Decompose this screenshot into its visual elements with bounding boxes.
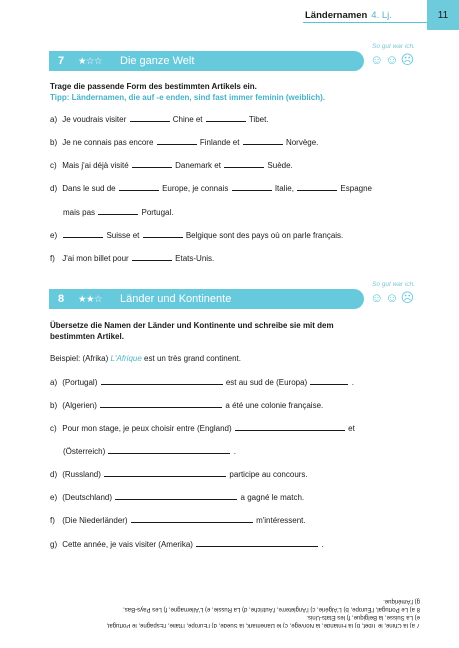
exercise-item	[50, 491, 304, 504]
sad-smiley-icon[interactable]: ☹	[400, 290, 417, 305]
neutral-smiley-icon[interactable]: ☺	[385, 290, 401, 305]
item-text: Mais j'ai déjà visité	[62, 161, 129, 170]
item-text: (Österreich)	[63, 447, 106, 456]
item-text: Cette année, je vais visiter (Amerika)	[62, 540, 193, 549]
answer-blank[interactable]	[243, 136, 283, 145]
item-text: a été une colonie française.	[225, 401, 324, 410]
item-label: d)	[50, 184, 58, 193]
answer-blank[interactable]	[224, 159, 264, 168]
exercise-item	[50, 136, 318, 149]
item-text: Belgique sont des pays où on parle français.	[185, 231, 344, 240]
answer-key: 7 a) la Chine, le Tibet, b) la Finlande, la Norvège, c) le Danemark, la Suède, d) l'Europe, l'Italie, l'Espagne, le Portugal, e) La Suisse, la Belgique, f) les Etats-Unis. 8 a) Le Portugal, l'Europe, b) L'Algérie, c) l'Angleterre, l'Autriche, d) La Russie, e) L'Allemagne, f) Les Pays-Bas, g) l'Amérique.	[106, 598, 420, 628]
item-text: (Die Niederländer)	[62, 516, 128, 525]
item-text: Tibet.	[248, 115, 269, 124]
item-text: Suède.	[267, 161, 293, 170]
answer-blank[interactable]	[115, 491, 237, 500]
item-text: Chine et	[172, 115, 203, 124]
answer-blank[interactable]	[297, 182, 337, 191]
item-text: Norvège.	[285, 138, 319, 147]
item-text: (Deutschland)	[62, 493, 113, 502]
item-text: Etats-Unis.	[175, 254, 215, 263]
item-label: d)	[50, 470, 58, 479]
exercise-item	[50, 422, 355, 435]
item-label: a)	[50, 378, 58, 387]
exercise-item	[50, 376, 354, 389]
self-assessment-smileys[interactable]	[370, 290, 416, 306]
item-text: Italie,	[274, 184, 294, 193]
exercise-7-instruction: Trage die passende Form des bestimmten Artikels ein. Tipp: Ländernamen, die auf -e enden, sind fast immer feminin (weiblich).	[50, 81, 410, 103]
item-label: f)	[50, 516, 55, 525]
item-text: participe au concours.	[229, 470, 308, 479]
item-label: a)	[50, 115, 58, 124]
answer-blank[interactable]	[196, 538, 318, 547]
answer-blank[interactable]	[100, 399, 222, 408]
item-text: est au sud de (Europa)	[225, 378, 308, 387]
item-text: J'ai mon billet pour	[62, 254, 129, 263]
exercise-item	[50, 182, 372, 195]
exercise-7-banner	[49, 51, 364, 71]
chapter-title: Ländernamen 4. Lj.	[305, 10, 392, 21]
item-label: f)	[50, 254, 55, 263]
item-text: et	[348, 424, 355, 433]
exercise-title: Länder und Kontinente	[120, 293, 232, 305]
example-answer: L'Afrique	[110, 354, 142, 363]
happy-smiley-icon[interactable]: ☺	[370, 290, 386, 305]
item-text: .	[233, 447, 236, 456]
item-text: Suisse et	[106, 231, 140, 240]
exercise-title: Die ganze Welt	[120, 55, 195, 67]
tip-text: Tipp: Ländernamen, die auf -e enden, sind fast immer feminin (weiblich).	[50, 93, 326, 102]
answer-blank[interactable]	[131, 514, 253, 523]
answer-blank[interactable]	[235, 422, 345, 431]
item-text: Je voudrais visiter	[62, 115, 127, 124]
level-label: 4. Lj.	[371, 10, 392, 21]
item-text: Dans le sud de	[62, 184, 116, 193]
item-text: (Portugal)	[62, 378, 98, 387]
answer-blank[interactable]	[130, 113, 170, 122]
item-label: b)	[50, 138, 58, 147]
answer-blank[interactable]	[132, 252, 172, 261]
exercise-item	[50, 113, 269, 126]
answer-blank[interactable]	[206, 113, 246, 122]
exercise-item	[50, 468, 308, 481]
item-label: c)	[50, 424, 57, 433]
self-assessment-label: So gut war ich.	[372, 281, 415, 288]
item-text: (Algerien)	[62, 401, 97, 410]
difficulty-stars: ★☆☆	[78, 56, 103, 67]
exercise-8-banner	[49, 289, 364, 309]
self-assessment-smileys[interactable]	[370, 52, 416, 68]
item-text: Finlande et	[199, 138, 240, 147]
item-text: (Russland)	[62, 470, 101, 479]
item-label: c)	[50, 161, 57, 170]
exercise-8-instruction: Übersetze die Namen der Länder und Kontinente und schreibe sie mit dem bestimmten Artikel.	[50, 321, 334, 341]
item-label: e)	[50, 231, 58, 240]
item-text: Europe, je connais	[162, 184, 229, 193]
difficulty-stars: ★★☆	[78, 294, 103, 305]
answer-blank[interactable]	[104, 468, 226, 477]
item-text: Je ne connais pas encore	[62, 138, 154, 147]
exercise-item	[50, 159, 293, 172]
answer-blank[interactable]	[63, 229, 103, 238]
item-text: .	[351, 378, 354, 387]
self-assessment-label: So gut war ich.	[372, 43, 415, 50]
sad-smiley-icon[interactable]: ☹	[400, 52, 417, 67]
item-label: g)	[50, 540, 58, 549]
answer-blank[interactable]	[132, 159, 172, 168]
exercise-number: 8	[58, 293, 65, 305]
answer-blank[interactable]	[157, 136, 197, 145]
neutral-smiley-icon[interactable]: ☺	[385, 52, 401, 67]
answer-blank[interactable]	[98, 206, 138, 215]
item-text: mais pas	[63, 208, 96, 217]
example-sentence: Beispiel: (Afrika) L'Afrique est un très grand continent.	[50, 354, 241, 363]
answer-blank[interactable]	[143, 229, 183, 238]
answer-blank[interactable]	[310, 376, 348, 385]
item-text: Pour mon stage, je peux choisir entre (England)	[62, 424, 232, 433]
exercise-item	[50, 538, 324, 551]
exercise-item	[50, 514, 306, 527]
item-text: Danemark et	[175, 161, 221, 170]
answer-blank[interactable]	[119, 182, 159, 191]
answer-blank[interactable]	[232, 182, 272, 191]
item-text: Portugal.	[141, 208, 174, 217]
exercise-item	[63, 206, 174, 219]
item-text: a gagné le match.	[240, 493, 305, 502]
answer-blank[interactable]	[101, 376, 223, 385]
item-text: Espagne	[340, 184, 372, 193]
item-label: b)	[50, 401, 58, 410]
happy-smiley-icon[interactable]: ☺	[370, 52, 386, 67]
exercise-item	[50, 229, 343, 242]
item-text: m'intéressent.	[256, 516, 306, 525]
exercise-item	[50, 399, 323, 412]
item-text: .	[321, 540, 324, 549]
answer-blank[interactable]	[108, 445, 230, 454]
item-label: e)	[50, 493, 58, 502]
exercise-item	[50, 252, 214, 265]
page-number: 11	[427, 0, 459, 30]
exercise-number: 7	[58, 55, 65, 67]
exercise-item	[63, 445, 236, 458]
